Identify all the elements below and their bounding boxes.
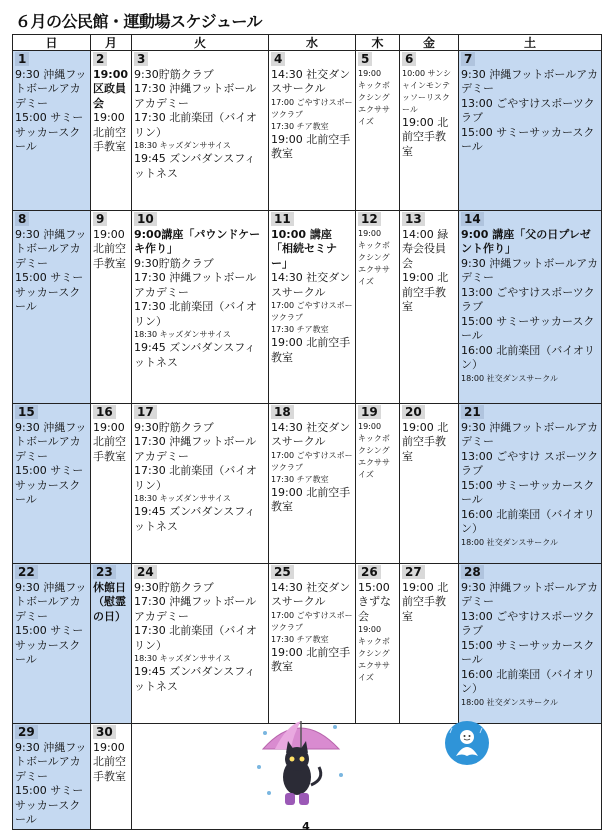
event-entry: 19:00 北前空手教室 [93,420,126,463]
calendar-table [12,34,602,830]
day-cell [269,404,356,564]
day-number: 10 [134,212,157,226]
day-number: 3 [134,52,148,66]
event-entry: 18:00 社交ダンスサークル [461,373,559,383]
day-number: 20 [402,405,425,419]
day-cell [459,51,602,211]
day-number: 24 [134,565,157,579]
event-entry: 17:30 北前楽団（バイオリン） [134,300,257,328]
day-number: 27 [402,565,425,579]
page-title: ６月の公民館・運動場スケジュール [15,12,263,31]
day-cell [269,51,356,211]
event-entry: 9:30 沖縄フットボールアカデミー [15,420,87,463]
event-entry: 9:30 沖縄フットボールアカデミー [461,580,599,608]
event-entry: 16:00 北前楽団（バイオリン） [461,343,595,371]
day-number: 9 [93,212,107,226]
day-number: 7 [461,52,475,66]
day-number: 5 [358,52,372,66]
week-row [13,211,602,404]
event-entry: 16:00 北前楽団（バイオリン） [461,507,595,535]
event-entry: 19:00 区政員会 [93,67,129,110]
day-number: 4 [271,52,285,66]
event-entry: キックボクシングエクササイズ [358,433,390,479]
day-cell [400,211,459,404]
day-cell [91,404,132,564]
day-number: 19 [358,405,381,419]
event-entry: 9:30 沖縄フットボールアカデミー [15,227,87,270]
week-row [13,51,602,211]
event-entry: 15:00 きずな会 [358,580,391,623]
day-cell [459,564,602,724]
event-entry: 17:30 チア教室 [271,325,329,334]
event-entry: 17:00 ごやすけスポーツクラブ [271,450,353,472]
day-cell [132,564,269,724]
event-entry: 18:30 キッズダンササイス [134,330,231,339]
event-entry: 19:00 北前空手教室 [93,227,126,270]
event-entry: 13:00 ごやすけスポーツクラブ [461,285,595,313]
day-number: 25 [271,565,294,579]
day-cell [91,564,132,724]
page-number: 4 [302,820,310,833]
day-number: 1 [15,52,29,66]
event-entry: キックボクシングエクササイズ [358,637,390,682]
event-entry: 15:00 サミーサッカースクール [15,271,84,313]
event-entry: 17:30 チア教室 [271,634,329,644]
event-entry: 18:00 社交ダンスサークル [461,697,559,707]
event-entry: 18:00 社交ダンスサークル [461,537,559,547]
event-entry: 15:00 サミーサッカースクール [15,784,84,826]
event-entry: 19:00 北前空手教室 [93,740,126,783]
day-cell [400,564,459,724]
week-row [13,404,602,564]
event-entry: 17:30 沖縄フットボールアカデミー [134,595,257,623]
illustration-area [132,724,602,830]
day-number: 22 [15,565,38,579]
event-entry: 9:30 沖縄フットボールアカデミー [461,420,599,448]
day-number: 13 [402,212,425,226]
event-entry: 19:00 北前空手教室 [402,115,449,158]
event-entry: 17:30 北前楽団（バイオリン） [134,111,257,139]
event-entry: 15:00 サミーサッカースクール [15,464,84,506]
event-entry: 15:00 サミーサッカースクール [461,314,595,342]
weekday-sun: 日 [13,35,91,51]
event-entry: 17:30 北前楽団（バイオリン） [134,624,257,652]
event-entry: 19:00 北前空手教室 [402,580,449,623]
day-cell [91,51,132,211]
week-row [13,564,602,724]
event-entry: 16:00 北前楽団（バイオリン） [461,667,595,695]
event-entry: 17:00 ごやすけスポーツクラブ [271,301,353,322]
day-cell [400,51,459,211]
event-entry: 9:00講座「パウンドケーキ作り」 [134,227,261,255]
weekday-thu: 木 [356,35,400,51]
weekday-fri: 金 [400,35,459,51]
day-cell [13,724,91,830]
day-cell [132,211,269,404]
day-cell [13,51,91,211]
cat-with-umbrella-illustration [255,715,345,811]
day-number: 12 [358,212,381,226]
day-cell [13,404,91,564]
event-entry: 13:00 ごやすけスポーツクラブ [461,609,595,637]
day-cell [132,51,269,211]
day-number: 23 [93,565,116,579]
event-entry: 19:00 [358,421,382,431]
day-number: 17 [134,405,157,419]
day-number: 16 [93,405,116,419]
event-entry: キックボクシングエクササイズ [358,240,390,286]
event-entry: 19:00 [358,625,382,634]
event-entry: 13:00 ごやすけスポーツクラブ [461,96,595,124]
day-cell [356,211,400,404]
event-entry: 17:30 チア教室 [271,121,329,131]
day-number: 29 [15,725,38,739]
weekday-tue: 火 [132,35,269,51]
event-entry: 14:30 社交ダンスサークル [271,420,351,448]
event-entry: 17:30 チア教室 [271,474,329,484]
event-entry: 17:30 沖縄フットボールアカデミー [134,271,257,299]
event-entry: 14:30 社交ダンスサークル [271,271,351,299]
day-cell [400,404,459,564]
day-number: 30 [93,725,116,739]
event-entry: 9:30 沖縄フットボールアカデミー [461,67,599,95]
day-number: 18 [271,405,294,419]
event-entry: 17:30 北前楽団（バイオリン） [134,464,257,492]
event-entry: 17:30 沖縄フットボールアカデミー [134,82,257,110]
day-cell [459,211,602,404]
event-entry: 18:30 キッズダンササイス [134,494,231,503]
event-entry: キックボクシングエクササイズ [358,80,390,126]
event-entry: 9:30貯筋クラブ [134,420,214,434]
event-entry: 15:00 サミーサッカースクール [461,125,595,153]
event-entry: 19:00 北前空手教室 [271,485,351,513]
event-entry: 9:30貯筋クラブ [134,67,214,81]
day-cell [459,404,602,564]
event-entry: 19:45 ズンバダンスフィットネス [134,341,256,369]
day-cell [91,724,132,830]
event-entry: 10:00 サンシャインモンテッソーリスクール [402,68,451,114]
weekday-wed: 水 [269,35,356,51]
day-cell [13,564,91,724]
day-number: 6 [402,52,416,66]
event-entry: 19:00 北前空手教室 [402,420,449,463]
weekday-mon: 月 [91,35,132,51]
event-entry: 9:30 沖縄フットボールアカデミー [15,740,87,783]
event-entry: 9:30 沖縄フットボールアカデミー [461,256,599,284]
day-number: 11 [271,212,294,226]
day-cell [269,211,356,404]
event-entry: 9:30貯筋クラブ [134,580,214,594]
event-entry: 18:30 キッズダンササイス [134,141,231,150]
event-entry: 9:30 沖縄フットボールアカデミー [15,67,87,110]
weekday-header-row [13,35,602,51]
event-entry: 17:00 ごやすけスポーツクラブ [271,610,353,632]
event-entry: 9:00 講座「父の日プレゼント作り」 [461,227,591,255]
event-entry: 19:00 [358,68,382,78]
day-number: 26 [358,565,381,579]
day-cell [356,404,400,564]
day-cell [356,51,400,211]
event-entry: 休館日（慰霊の日） [93,580,126,623]
event-entry: 19:00 北前空手教室 [93,111,126,153]
event-entry: 19:00 北前空手教室 [402,271,449,313]
event-entry: 17:00 ごやすけスポーツクラブ [271,97,353,119]
day-number: 14 [461,212,484,226]
event-entry: 18:30 キッズダンササイス [134,654,231,663]
day-number: 21 [461,405,484,419]
event-entry: 19:00 北前空手教室 [271,132,351,160]
event-entry: 14:00 緑寿会役員会 [402,227,449,270]
event-entry: 15:00 サミーサッカースクール [15,624,84,666]
day-cell [91,211,132,404]
event-entry: 19:45 ズンバダンスフィットネス [134,505,256,533]
event-entry: 15:00 サミーサッカースクール [461,478,595,506]
event-entry: 19:00 北前空手教室 [271,645,351,673]
event-entry: 14:30 社交ダンスサークル [271,580,351,608]
event-entry: 19:45 ズンバダンスフィットネス [134,152,256,180]
event-entry: 14:30 社交ダンスサークル [271,67,351,95]
event-entry: 19:00 [358,228,382,238]
event-entry: 15:00 サミーサッカースクール [461,638,595,666]
day-cell [13,211,91,404]
teru-teru-bozu-illustration [442,720,492,766]
event-entry: 15:00 サミーサッカースクール [15,111,84,153]
event-entry: 19:00 北前空手教室 [271,336,351,364]
day-number: 15 [15,405,38,419]
event-entry: 9:30 沖縄フットボールアカデミー [15,580,87,623]
event-entry: 10:00 講座「相続セミナー」 [271,227,337,270]
day-cell [132,404,269,564]
event-entry: 9:30貯筋クラブ [134,256,214,270]
day-number: 2 [93,52,107,66]
event-entry: 13:00 ごやすけ スポーツクラブ [461,449,599,477]
day-cell [269,564,356,724]
weekday-sat: 土 [459,35,602,51]
day-number: 8 [15,212,29,226]
day-cell [356,564,400,724]
event-entry: 17:30 沖縄フットボールアカデミー [134,435,257,463]
day-number: 28 [461,565,484,579]
event-entry: 19:45 ズンバダンスフィットネス [134,665,256,693]
